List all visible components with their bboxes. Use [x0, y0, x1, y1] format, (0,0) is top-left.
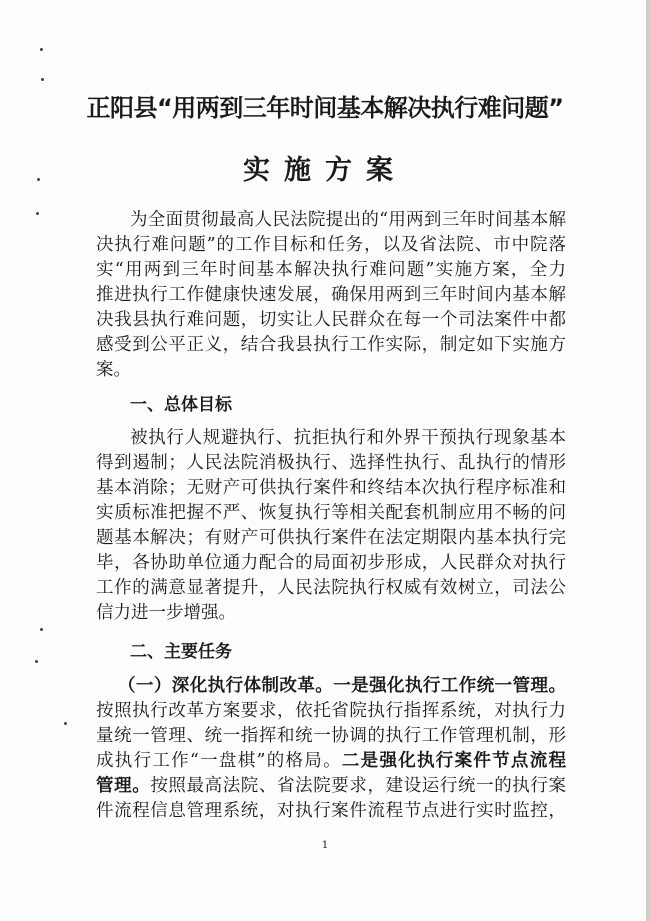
intro-line: 决我县执行难问题，切实让人民群众在每一个司法案件中都 [96, 310, 566, 330]
section1-line: 工作的满意显著提升，人民法院执行权威有效树立，司法公 [96, 578, 566, 598]
document-subtitle: 实施方案 [243, 155, 407, 186]
section1-line: 信力进一步增强。 [96, 603, 236, 623]
section2-line: 件流程信息管理系统，对执行案件流程节点进行实时监控， [96, 801, 566, 821]
section2-line-bold: （一）深化执行体制改革。一是强化执行工作统一管理。 [118, 676, 566, 696]
section-heading-goals: 一、总体目标 [130, 395, 232, 415]
document-title: 正阳县“用两到三年时间基本解决执行难问题” [86, 94, 564, 122]
section2-line: 按照执行改革方案要求，依托省院执行指挥系统，对执行力 [96, 701, 566, 721]
intro-line: 感受到公平正义，结合我县执行工作实际，制定如下实施方 [96, 335, 566, 355]
intro-line: 实“用两到三年时间基本解决执行难问题”实施方案，全力 [96, 260, 566, 280]
section1-line: 毕，各协助单位通力配合的局面初步形成，人民群众对执行 [96, 553, 566, 573]
intro-line: 决执行难问题”的工作目标和任务，以及省法院、市中院落 [96, 235, 566, 255]
section1-line: 得到遏制；人民法院消极执行、选择性执行、乱执行的情形 [96, 453, 566, 473]
scan-edge [646, 0, 650, 921]
section1-line: 被执行人规避执行、抗拒执行和外界干预执行现象基本 [130, 428, 566, 448]
section2-bold-text: 管理。 [96, 776, 151, 796]
intro-line: 推进执行工作健康快速发展，确保用两到三年时间内基本解 [96, 285, 566, 305]
scan-speck [36, 212, 39, 215]
section2-line [96, 749, 566, 774]
section2-text: 按照最高法院、省法院要求，建设运行统一的执行案 [150, 776, 566, 796]
scan-speck [37, 178, 40, 181]
scan-speck [40, 48, 43, 51]
page-number: 1 [321, 840, 329, 851]
scan-speck [40, 628, 43, 631]
section1-line: 基本消除；无财产可供执行案件和终结本次执行程序标准和 [96, 478, 566, 498]
intro-line: 为全面贯彻最高人民法院提出的“用两到三年时间基本解 [130, 210, 566, 230]
scan-speck [41, 78, 44, 81]
section2-line: 量统一管理、统一指挥和统一协调的执行工作管理机制，形 [96, 726, 566, 746]
section2-bold-text: 二是强化执行案件节点流程 [341, 751, 566, 771]
section1-line: 题基本解决；有财产可供执行案件在法定期限内基本执行完 [96, 528, 566, 548]
section2-line [96, 774, 566, 799]
section2-text: 成执行工作“一盘棋”的格局。 [96, 751, 342, 771]
section-heading-tasks: 二、主要任务 [130, 642, 232, 662]
intro-line: 案。 [96, 360, 131, 380]
scan-speck [35, 660, 38, 663]
section1-line: 实质标准把握不严、恢复执行等相关配套机制应用不畅的问 [96, 503, 566, 523]
scan-speck [64, 722, 67, 725]
